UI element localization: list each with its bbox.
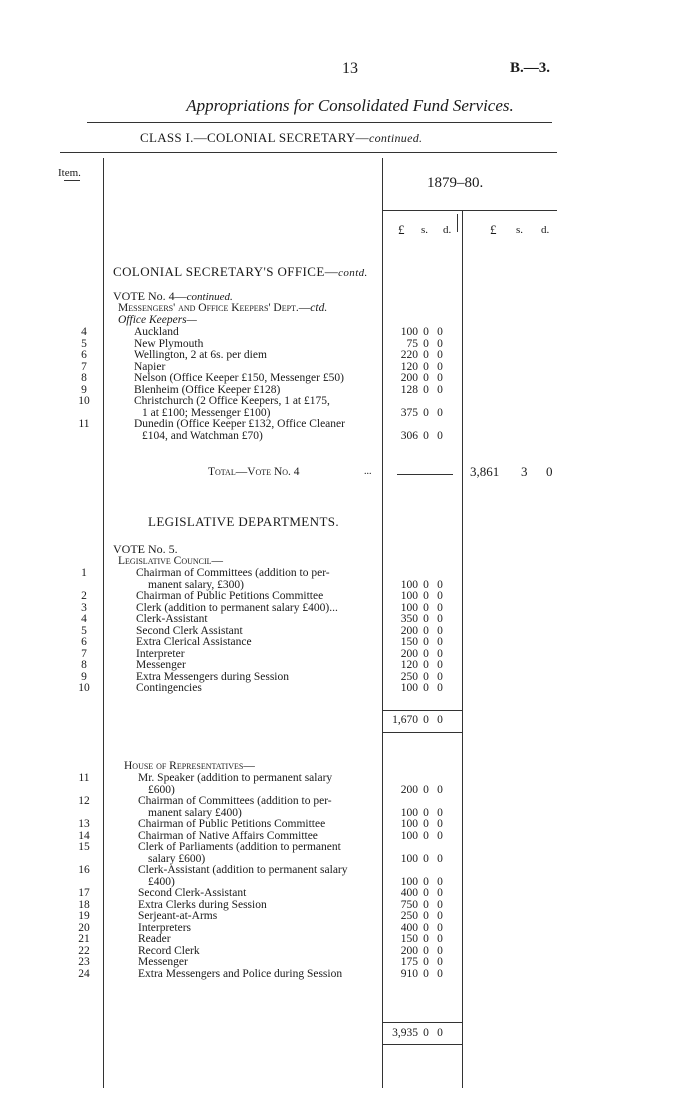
- amount-shillings: 0: [423, 349, 429, 361]
- item-description: Clerk (addition to permanent salary £400)...: [136, 601, 338, 614]
- amount-pence: 0: [437, 659, 443, 671]
- item-number: 18: [78, 898, 90, 911]
- amount-pence: 0: [437, 647, 443, 660]
- amount-shillings: 0: [423, 682, 429, 694]
- amount-shillings: 0: [423, 933, 429, 945]
- item-description: Wellington, 2 at 6s. per diem: [134, 349, 267, 361]
- amount-pounds: 100: [400, 326, 418, 338]
- amount-pounds: 250: [400, 670, 418, 683]
- item-description: Napier: [134, 360, 166, 373]
- amount-column-rule: [382, 158, 383, 1088]
- item-description: Nelson (Office Keeper £150, Messenger £50): [134, 372, 344, 384]
- amount-shillings: 0: [423, 659, 429, 671]
- amount-shillings: 0: [423, 898, 429, 911]
- amount-pounds: 400: [400, 921, 418, 934]
- amount-pence: 0: [437, 383, 443, 396]
- amount-pounds: 200: [400, 372, 418, 384]
- item-description: Extra Clerks during Session: [138, 898, 267, 911]
- item-number: 10: [78, 395, 90, 407]
- item-number: 20: [78, 921, 90, 934]
- amount-pounds: 100: [400, 852, 418, 865]
- item-description: Contingencies: [136, 682, 202, 694]
- amount-shillings: 0: [423, 852, 429, 865]
- item-description: Clerk-Assistant: [136, 613, 208, 625]
- council-subtotal-rule: [382, 710, 462, 711]
- amount-pounds: 100: [400, 829, 418, 842]
- vote-4-heading: VOTE No. 4—continued.: [113, 289, 233, 303]
- item-number: 8: [81, 659, 87, 671]
- shillings-header-1: s.: [421, 224, 429, 236]
- amount-pounds: 750: [400, 898, 418, 911]
- amount-pounds: 200: [400, 944, 418, 957]
- item-number: 4: [81, 613, 87, 625]
- amount-shillings: 0: [423, 887, 429, 899]
- amount-pounds: 100: [400, 590, 418, 602]
- amount-pounds: 200: [400, 624, 418, 637]
- item-number: 12: [78, 795, 90, 807]
- legislative-council-heading: Legislative Council—: [118, 555, 224, 567]
- item-description: Interpreters: [138, 921, 191, 934]
- item-number: 9: [81, 670, 87, 683]
- item-number: 24: [78, 967, 90, 980]
- pounds-header-2: £: [490, 222, 497, 237]
- vote-5-heading: VOTE No. 5.: [113, 542, 178, 556]
- shillings-header-2: s.: [516, 224, 524, 236]
- pence-header-2: d.: [541, 224, 550, 236]
- amount-pence: 0: [437, 360, 443, 373]
- item-description: Messenger: [138, 956, 188, 968]
- legislative-heading: LEGISLATIVE DEPARTMENTS.: [148, 514, 340, 529]
- amount-pence: 0: [437, 624, 443, 637]
- vote-4-total-rule: [397, 474, 453, 475]
- council-subtotal-bottom-rule: [382, 732, 462, 733]
- item-number: 3: [81, 601, 87, 614]
- amount-pence: 0: [437, 818, 443, 830]
- page-reference: B.—3.: [509, 60, 550, 76]
- amount-shillings: 0: [423, 624, 429, 637]
- item-number: 17: [78, 887, 90, 899]
- amount-pounds: 100: [400, 682, 418, 694]
- item-number: 7: [81, 360, 87, 373]
- item-description: Record Clerk: [138, 944, 200, 957]
- amount-pounds: 75: [406, 337, 418, 350]
- amount-shillings: 0: [423, 578, 429, 591]
- amount-pence: 0: [437, 372, 443, 384]
- amount-pounds: 350: [400, 613, 418, 625]
- item-description: manent salary, £300): [148, 578, 245, 591]
- amount-shillings: 0: [423, 383, 429, 396]
- item-column-rule: [103, 158, 104, 1088]
- amount-pence: 0: [437, 910, 443, 922]
- item-number: 15: [78, 841, 90, 853]
- page-title: Appropriations for Consolidated Fund Services.: [186, 96, 514, 115]
- amount-pence: 0: [437, 601, 443, 614]
- amount-pounds: 200: [400, 647, 418, 660]
- item-number: 6: [81, 349, 87, 361]
- amount-pence: 0: [437, 875, 443, 888]
- amount-pounds: 150: [400, 933, 418, 945]
- item-number: 19: [78, 910, 90, 922]
- amount-shillings: 0: [423, 944, 429, 957]
- table-top-rule: [60, 152, 557, 153]
- amount-pounds: 200: [400, 783, 418, 796]
- item-description: manent salary £400): [148, 806, 242, 819]
- amount-pounds: 150: [400, 636, 418, 648]
- item-description: Clerk of Parliaments (addition to permanent: [138, 841, 341, 853]
- item-description: £600): [148, 783, 175, 796]
- item-number: 8: [81, 372, 87, 384]
- item-number: 21: [78, 933, 90, 945]
- item-number: 5: [81, 624, 87, 637]
- amount-shillings: 0: [423, 967, 429, 980]
- item-number: 11: [78, 772, 90, 784]
- house-subtotal-rule: [382, 1022, 462, 1023]
- amount-shillings: 0: [423, 613, 429, 625]
- amount-pence: 0: [437, 956, 443, 968]
- amount-shillings: 0: [423, 829, 429, 842]
- item-description: Second Clerk Assistant: [136, 624, 243, 637]
- item-description: £104, and Watchman £70): [142, 429, 263, 442]
- item-description: salary £600): [148, 852, 206, 865]
- pence-divider: [457, 214, 458, 232]
- amount-shillings: 0: [423, 806, 429, 819]
- item-description: Chairman of Native Affairs Committee: [138, 829, 318, 842]
- amount-pounds: 400: [400, 887, 418, 899]
- amount-shillings: 0: [423, 921, 429, 934]
- amount-pence: 0: [437, 326, 443, 338]
- amount-pounds: 120: [400, 659, 418, 671]
- amount-pence: 0: [437, 406, 443, 419]
- item-number: 9: [81, 383, 87, 396]
- pence-header-1: d.: [443, 224, 452, 236]
- amount-shillings: 0: [423, 337, 429, 350]
- amount-pence: 0: [437, 429, 443, 442]
- amount-pence: 0: [437, 613, 443, 625]
- title-rule: [87, 122, 552, 123]
- item-number: 5: [81, 337, 87, 350]
- amount-pounds: 100: [400, 578, 418, 591]
- amount-pence: 0: [437, 887, 443, 899]
- item-description: Clerk-Assistant (addition to permanent salary: [138, 864, 348, 876]
- item-number: 16: [78, 864, 90, 876]
- item-number: 7: [81, 647, 87, 660]
- item-description: Auckland: [134, 326, 179, 338]
- item-number: 11: [78, 418, 90, 430]
- amount-pounds: 128: [400, 383, 418, 396]
- item-number: 2: [81, 590, 87, 602]
- amount-pence: 0: [437, 944, 443, 957]
- amount-pence: 0: [437, 783, 443, 796]
- amount-pence: 0: [437, 682, 443, 694]
- amount-pounds: 220: [400, 349, 418, 361]
- amount-pence: 0: [437, 806, 443, 819]
- item-header-rule: [64, 180, 80, 181]
- item-number: 22: [78, 944, 90, 957]
- amount-pounds: 100: [400, 806, 418, 819]
- amount-pounds: 100: [400, 818, 418, 830]
- item-number: 4: [81, 326, 87, 338]
- total-dots: ...: [364, 466, 372, 477]
- item-number: 13: [78, 818, 90, 830]
- amount-pounds: 375: [400, 406, 418, 419]
- amount-pence: 0: [437, 337, 443, 350]
- vote-4-total-label: Total—Vote No. 4: [208, 466, 300, 478]
- item-description: Mr. Speaker (addition to permanent salary: [138, 772, 333, 784]
- item-number: 1: [81, 567, 87, 579]
- item-description: 1 at £100; Messenger £100): [142, 406, 271, 419]
- vote-4-total-pence: 0: [546, 464, 553, 479]
- item-description: £400): [148, 875, 175, 888]
- year-rule: [382, 210, 557, 211]
- amount-shillings: 0: [423, 956, 429, 968]
- amount-pounds: 910: [400, 967, 418, 980]
- amount-pence: 0: [437, 921, 443, 934]
- amount-pence: 0: [437, 636, 443, 648]
- year-header: 1879–80.: [427, 175, 484, 191]
- colonial-office-heading: COLONIAL SECRETARY'S OFFICE—contd.: [113, 264, 368, 279]
- item-description: Extra Messengers during Session: [136, 670, 289, 683]
- amount-shillings: 0: [423, 326, 429, 338]
- item-description: Serjeant-at-Arms: [138, 910, 218, 922]
- amount-shillings: 0: [423, 636, 429, 648]
- page-number: 13: [342, 60, 358, 77]
- item-description: Second Clerk-Assistant: [138, 887, 247, 899]
- vote-4-total-shillings: 3: [521, 464, 528, 479]
- amount-shillings: 0: [423, 360, 429, 373]
- item-description: Chairman of Public Petitions Committee: [138, 818, 326, 830]
- amount-pence: 0: [437, 349, 443, 361]
- amount-pence: 0: [437, 898, 443, 911]
- class-title: CLASS I.—COLONIAL SECRETARY—continued.: [140, 130, 423, 145]
- item-number: 6: [81, 636, 87, 648]
- amount-pounds: 250: [400, 910, 418, 922]
- amount-pence: 0: [437, 670, 443, 683]
- item-description: Reader: [138, 933, 171, 945]
- amount-shillings: 0: [423, 670, 429, 683]
- amount-pence: 0: [437, 852, 443, 865]
- item-description: New Plymouth: [134, 337, 204, 350]
- amount-pence: 0: [437, 967, 443, 980]
- item-description: Messenger: [136, 659, 186, 671]
- house-subtotal-bottom-rule: [382, 1044, 462, 1045]
- amount-pence: 0: [437, 578, 443, 591]
- item-description: Christchurch (2 Office Keepers, 1 at £175,: [134, 395, 330, 407]
- amount-pounds: 175: [400, 956, 418, 968]
- amount-shillings: 0: [423, 647, 429, 660]
- amount-pounds: 100: [400, 875, 418, 888]
- amount-shillings: 0: [423, 818, 429, 830]
- amount-pence: 0: [437, 829, 443, 842]
- item-description: Chairman of Public Petitions Committee: [136, 590, 324, 602]
- item-description: Dunedin (Office Keeper £132, Office Cleaner: [134, 418, 345, 430]
- amount-shillings: 0: [423, 372, 429, 384]
- amount-shillings: 0: [423, 590, 429, 602]
- item-description: Extra Messengers and Police during Session: [138, 967, 343, 980]
- amount-shillings: 0: [423, 910, 429, 922]
- house-heading: House of Representatives—: [124, 760, 255, 772]
- amount-shillings: 0: [423, 601, 429, 614]
- amount-shillings: 0: [423, 429, 429, 442]
- item-description: Chairman of Committees (addition to per-: [136, 567, 330, 579]
- vote-4-total-pounds: 3,861: [470, 464, 500, 479]
- item-description: Chairman of Committees (addition to per-: [138, 795, 332, 807]
- amount-pounds: 120: [400, 360, 418, 373]
- messengers-dept-heading: Messengers' and Office Keepers' Dept.—ctd.: [118, 302, 328, 314]
- item-number: 14: [78, 829, 90, 842]
- amount-pounds: 306: [400, 429, 418, 442]
- office-keepers-subhead: Office Keepers—: [118, 314, 197, 326]
- item-header: Item.: [58, 167, 81, 179]
- amount-shillings: 0: [423, 406, 429, 419]
- item-number: 23: [78, 956, 90, 968]
- subtotal-column-rule: [462, 210, 463, 1088]
- amount-pence: 0: [437, 933, 443, 945]
- item-description: Interpreter: [136, 647, 185, 660]
- item-description: Extra Clerical Assistance: [136, 636, 252, 648]
- pounds-header-1: £: [398, 222, 405, 237]
- amount-pence: 0: [437, 590, 443, 602]
- amount-shillings: 0: [423, 875, 429, 888]
- amount-shillings: 0: [423, 783, 429, 796]
- item-description: Blenheim (Office Keeper £128): [134, 383, 281, 396]
- item-number: 10: [78, 682, 90, 694]
- amount-pounds: 100: [400, 601, 418, 614]
